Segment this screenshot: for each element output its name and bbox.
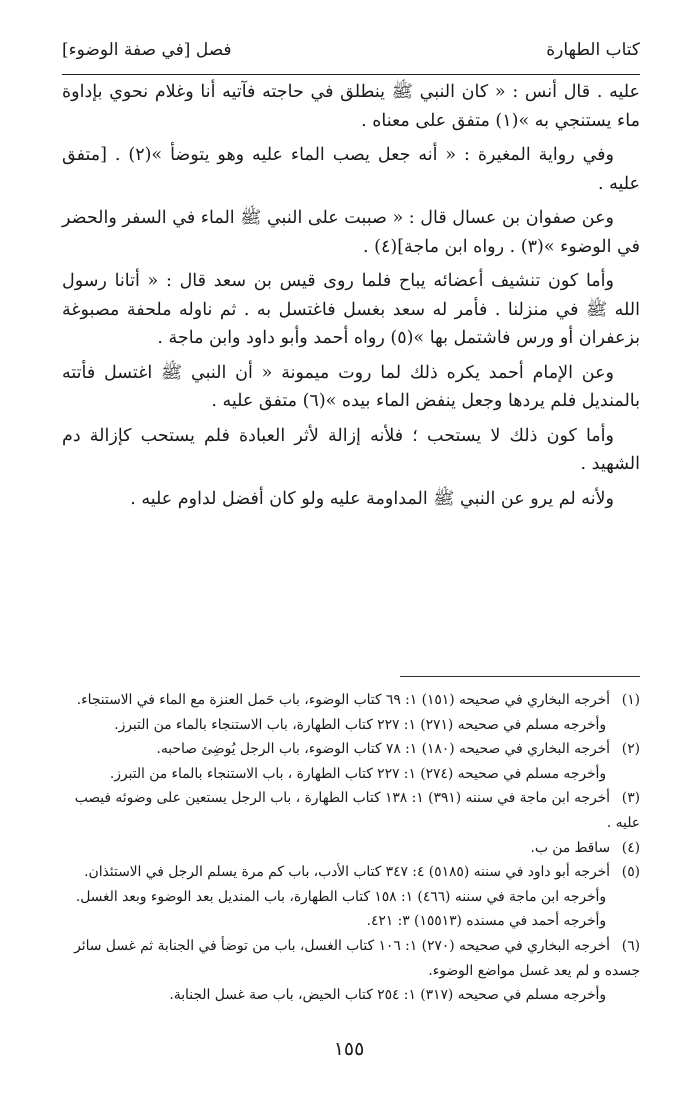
paragraph-2: وفي رواية المغيرة : « أنه جعل يصب الماء عليه وهو يتوضأ »(٢) . [متفق عليه . (62, 145, 640, 194)
footnote-text: ساقط من ب. (530, 839, 610, 856)
paragraph-5: وعن الإمام أحمد يكره ذلك لما روت ميمونة « أن النبي ﷺ اغتسل فأتته بالمنديل فلم يردها وجعل ينفض الماء بيده »(٦) متفق عليه . (62, 362, 640, 411)
footnotes (62, 688, 640, 1008)
footnote-number: (١) (621, 692, 640, 708)
footnote-number: (٤) (621, 839, 640, 856)
footnote-3 (62, 786, 640, 835)
header-book-title: كتاب الطهارة (546, 40, 640, 60)
footnote-1 (62, 688, 640, 737)
footnote-text: وأخرجه مسلم في صحيحه (٣١٧) ١: ٢٥٤ كتاب الحيض، باب صة غسل الجنابة. (169, 987, 606, 1004)
footnote-text: وأخرجه مسلم في صحيحه (٢٧٤) ١: ٢٢٧ كتاب الطهارة ، باب الاستنجاء بالماء من التبرز. (109, 765, 606, 782)
footnote-number: (٢) (621, 741, 640, 758)
footnote-text: أخرجه ابن ماجة في سننه (٣٩١) ١: ١٣٨ كتاب الطهارة ، باب الرجل يستعين على وضوئه فيصب عليه . (74, 790, 640, 831)
paragraph-7: ولأنه لم يرو عن النبي ﷺ المداومة عليه ولو كان أفضل لداوم عليه . (130, 488, 614, 509)
paragraph-3: وعن صفوان بن عسال قال : « صببت على النبي ﷺ الماء في السفر والحضر في الوضوء »(٣) . رواه ابن ماجة](٤) . (62, 208, 640, 257)
footnote-number: (٣) (621, 790, 640, 807)
footnote-2 (62, 737, 640, 786)
footnote-number: (٦) (621, 937, 640, 954)
main-text (62, 78, 640, 519)
footnote-text: أخرجه البخاري في صحيحه (١٨٠) ١: ٧٨ كتاب الوضوء، باب الرجل يُوضِئ صاحبه. (156, 741, 610, 758)
header-section-title: فصل [في صفة الوضوء] (62, 40, 232, 60)
footnote-text: أخرجه البخاري في صحيحه (٢٧٠) ١: ١٠٦ كتاب الغسل، باب من توضأ في الجنابة ثم غسل سائر جسده و لم يعد غسل مواضع الوضوء. (74, 937, 640, 979)
page-number: ١٥٥ (333, 1038, 365, 1060)
paragraph-4: وأما كون تنشيف أعضائه يباح فلما روى قيس بن سعد قال : « أتانا رسول الله ﷺ في منزلنا . فأمر له سعد بغسل فاغتسل به . ثم ناوله ملحفة مصبوغة بزعفران أو ورس فاشتمل بها »(٥) رواه أحمد وأبو داود وابن ماجة . (62, 271, 640, 348)
footnote-number: (٥) (621, 864, 640, 881)
footnote-6 (62, 934, 640, 1008)
footnote-text: وأخرجه مسلم في صحيحه (٢٧١) ١: ٢٢٧ كتاب الطهارة، باب الاستنجاء بالماء من التبرز. (114, 716, 606, 733)
footnote-5 (62, 860, 640, 934)
footnote-text: وأخرجه أحمد في مسنده (١٥٥١٣) ٣: ٤٢١. (366, 913, 606, 930)
footnote-text: أخرجه أبو داود في سننه (٥١٨٥) ٤: ٣٤٧ كتاب الأدب، باب كم مرة يسلم الرجل في الاستئذان. (84, 864, 610, 881)
footnote-text: أخرجه البخاري في صحيحه (١٥١) ١: ٦٩ كتاب الوضوء، باب حَمل العنزة مع الماء في الاستنجاء. (76, 692, 610, 708)
footnote-separator (400, 676, 640, 677)
paragraph-6: وأما كون ذلك لا يستحب ؛ فلأنه إزالة لأثر العبادة فلم يستحب كإزالة دم الشهيد . (62, 425, 640, 474)
paragraph-1: عليه . قال أنس : « كان النبي ﷺ ينطلق في حاجته فآتيه أنا وغلام نحوي بإداوة ماء يستنجي به »(١) متفق على معناه . (62, 82, 640, 131)
footnote-4 (62, 836, 640, 861)
footnote-text: وأخرجه ابن ماجة في سننه (٤٦٦) ١: ١٥٨ كتاب الطهارة، باب المنديل بعد الوضوء وبعد الغسل. (75, 888, 606, 905)
running-header (62, 34, 640, 75)
